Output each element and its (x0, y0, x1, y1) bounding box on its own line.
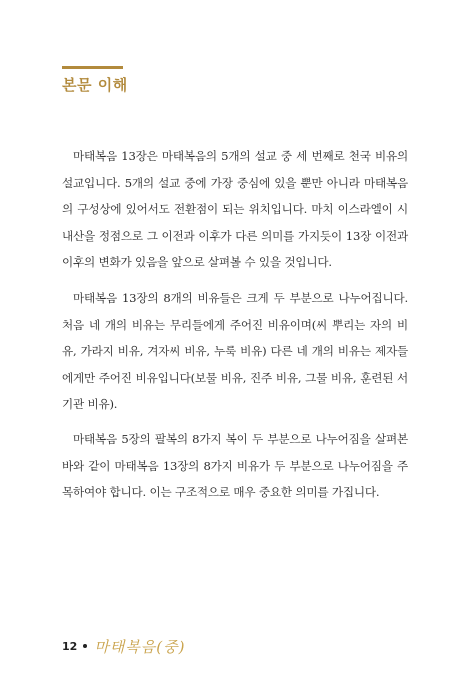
section-accent-bar (62, 66, 123, 69)
paragraph-1: 마태복음 13장은 마태복음의 5개의 설교 중 세 번째로 천국 비유의 설교입니다. 5개의 설교 중에 가장 중심에 있을 뿐만 아니라 마태복음의 구성상에 있어서도 전환점이 되는 위치입니다. 마치 이스라엘이 시내산을 정점으로 그 이전과 이후가 다른 의미를 가지듯이 13장 이전과 이후의 변화가 있음을 앞으로 살펴볼 수 있을 것입니다. (62, 149, 408, 269)
page-number: 12 (62, 639, 78, 653)
running-title: 마태복음(중) (94, 637, 186, 656)
paragraph-3: 마태복음 5장의 팔복의 8가지 복이 두 부분으로 나누어짐을 살펴본 바와 같이 마태복음 13장의 8가지 비유가 두 부분으로 나누어짐을 주목하여야 합니다. 이는 구조적으로 매우 중요한 의미를 가집니다. (62, 432, 408, 499)
paragraph-2: 마태복음 13장의 8개의 비유들은 크게 두 부분으로 나누어집니다. 처음 네 개의 비유는 무리들에게 주어진 비유이며(씨 뿌리는 자의 비유, 가라지 비유, 겨자씨 비유, 누룩 비유) 다른 네 개의 비유는 제자들에게만 주어진 비유입니다(보물 비유, 진주 비유, 그물 비유, 훈련된 서기관 비유). (62, 291, 408, 411)
footer-bullet (83, 644, 87, 648)
page-footer (62, 634, 185, 658)
section-title: 본문 이해 (62, 76, 128, 94)
